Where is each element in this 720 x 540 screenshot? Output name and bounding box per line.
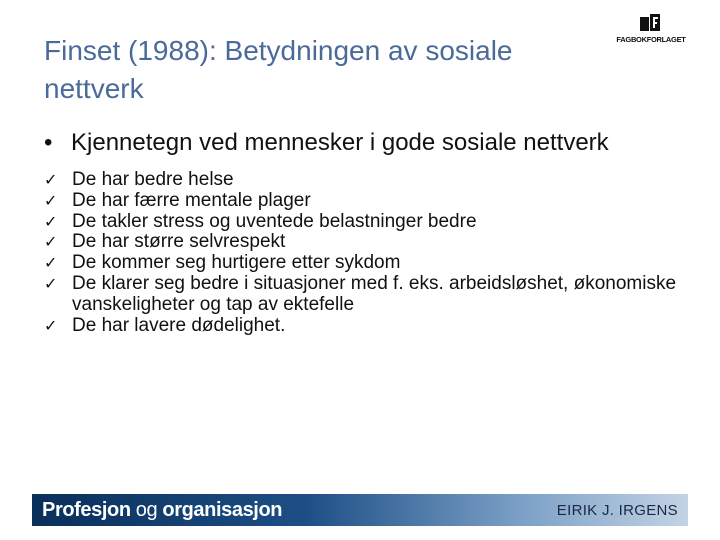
checklist-item-text: De har lavere dødelighet. [72, 314, 286, 336]
footer-author: EIRIK J. IRGENS [556, 502, 678, 519]
book-logo-icon [640, 14, 660, 32]
footer-title-part: og [135, 499, 158, 521]
footer-banner [32, 494, 688, 526]
checklist-item [44, 274, 684, 316]
publisher-logo [616, 14, 686, 46]
checklist-item-text: De har færre mentale plager [72, 189, 311, 211]
checklist-item [44, 170, 684, 191]
checkmark-icon: ✓ [44, 315, 58, 335]
checklist-item-text: De har større selvrespekt [72, 231, 286, 253]
checkmark-icon: ✓ [44, 211, 58, 231]
checklist-item-text: De kommer seg hurtigere etter sykdom [72, 252, 401, 274]
main-bullet [44, 128, 684, 158]
checklist-item-text: De klarer seg bedre i situasjoner med f. eks. arbeidsløshet, økonomiske vanskeligheter og tap av ektefelle [72, 272, 677, 315]
footer-title-part: Profesjon [42, 499, 136, 521]
checklist [44, 170, 684, 336]
checkmark-icon: ✓ [44, 170, 58, 189]
footer-title-part: organisasjon [157, 499, 283, 521]
main-bullet-text: Kjennetegn ved mennesker i gode sosiale nettverk [71, 129, 609, 156]
logo-text: FAGBOKFORLAGET [616, 35, 686, 44]
footer-title [42, 499, 282, 522]
checkmark-icon: ✓ [44, 273, 58, 293]
checklist-item [44, 191, 684, 212]
slide-title: Finset (1988): Betydningen av sosiale nettverk [44, 35, 513, 104]
checkmark-icon: ✓ [44, 190, 58, 210]
checklist-item [44, 212, 684, 233]
checklist-item [44, 253, 684, 274]
checklist-item-text: De takler stress og uventede belastninger bedre [72, 210, 477, 232]
checklist-item [44, 316, 684, 337]
checkmark-icon: ✓ [44, 232, 58, 252]
slide-content [44, 128, 684, 336]
checklist-item-text: De har bedre helse [72, 169, 234, 190]
checkmark-icon: ✓ [44, 253, 58, 273]
bullet-icon: • [44, 129, 53, 156]
checklist-item [44, 232, 684, 253]
